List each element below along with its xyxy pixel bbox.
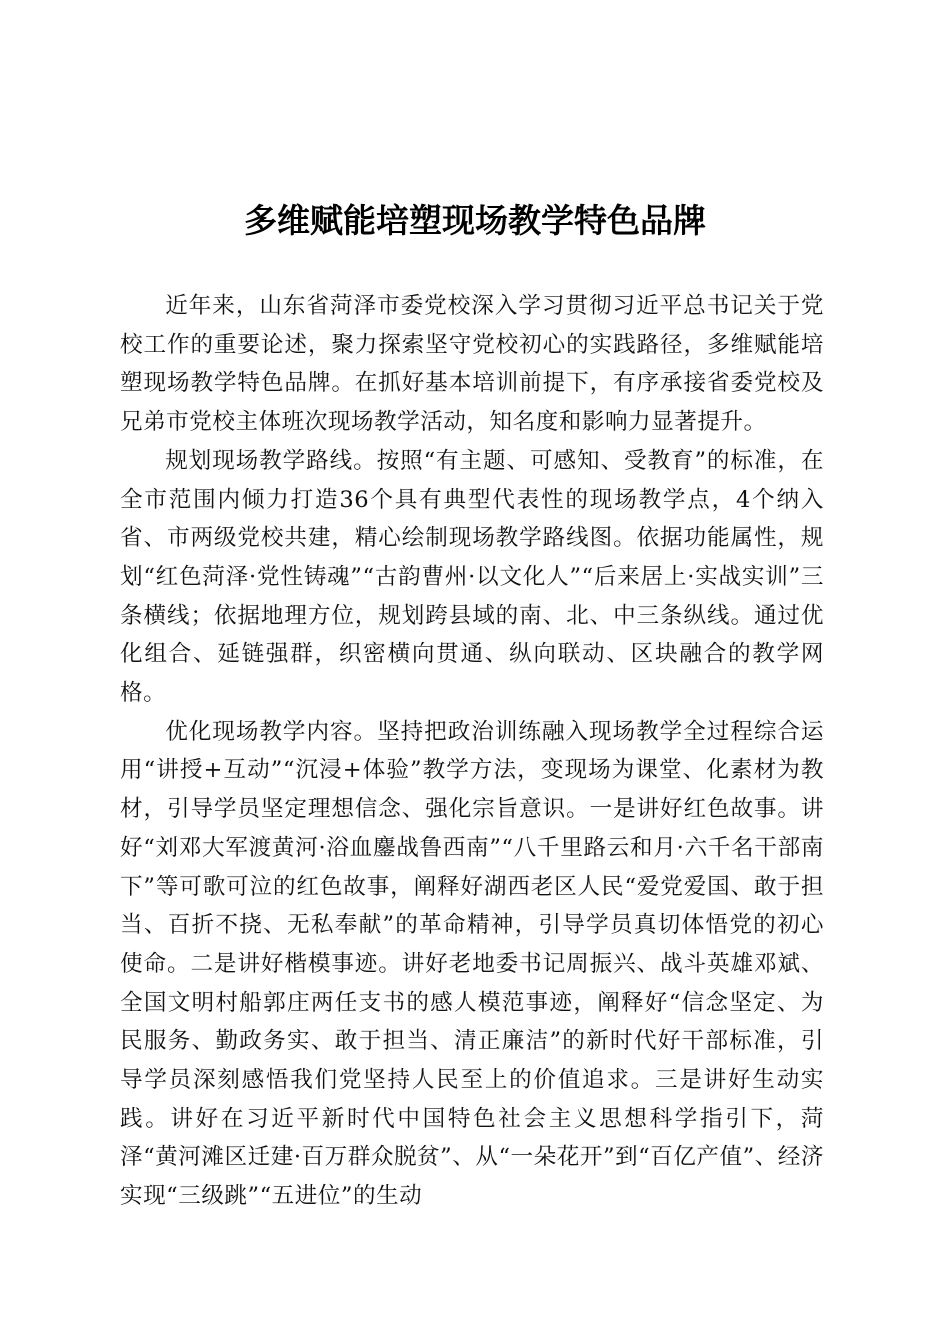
document-title: 多维赋能培塑现场教学特色品牌 [244, 201, 706, 240]
paragraph-intro: 近年来，山东省菏泽市委党校深入学习贯彻习近平总书记关于党校工作的重要论述，聚力探索坚守党校初心的实践路径，多维赋能培塑现场教学特色品牌。在抓好基本培训前提下，有序承接省委党校及兄弟市党校主体班次现场教学活动，知名度和影响力显著提升。 [120, 293, 824, 436]
paragraph-route-planning: 规划现场教学路线。按照“有主题、可感知、受教育”的标准，在全市范围内倾力打造36个具有典型代表性的现场教学点，4个纳入省、市两级党校共建，精心绘制现场教学路线图。依据功能属性，规划“红色菏泽·党性铸魂”“古韵曹州·以文化人”“后来居上·实战实训”三条横线；依据地理方位，规划跨县域的南、北、中三条纵线。通过优化组合、延链强群，织密横向贯通、纵向联动、区块融合的教学网格。 [120, 447, 824, 707]
document-body [120, 287, 824, 1216]
paragraph-content-optimization: 优化现场教学内容。坚持把政治训练融入现场教学全过程综合运用“讲授+互动”“沉浸+体验”教学方法，变现场为课堂、化素材为教材，引导学员坚定理想信念、强化宗旨意识。一是讲好红色故事。讲好“刘邓大军渡黄河·浴血鏖战鲁西南”“八千里路云和月·六千名干部南下”等可歌可泣的红色故事，阐释好湖西老区人民“爱党爱国、敢于担当、百折不挠、无私奉献”的革命精神，引导学员真切体悟党的初心使命。二是讲好楷模事迹。讲好老地委书记周振兴、战斗英雄邓斌、全国文明村船郭庄两任支书的感人模范事迹，阐释好“信念坚定、为民服务、勤政务实、敢于担当、清正廉洁”的新时代好干部标准，引导学员深刻感悟我们党坚持人民至上的价值追求。三是讲好生动实践。讲好在习近平新时代中国特色社会主义思想科学指引下，菏泽“黄河滩区迁建·百万群众脱贫”、从“一朵花开”到“百亿产值”、经济实现“三级跳”“五进位”的生动 [120, 718, 824, 1210]
